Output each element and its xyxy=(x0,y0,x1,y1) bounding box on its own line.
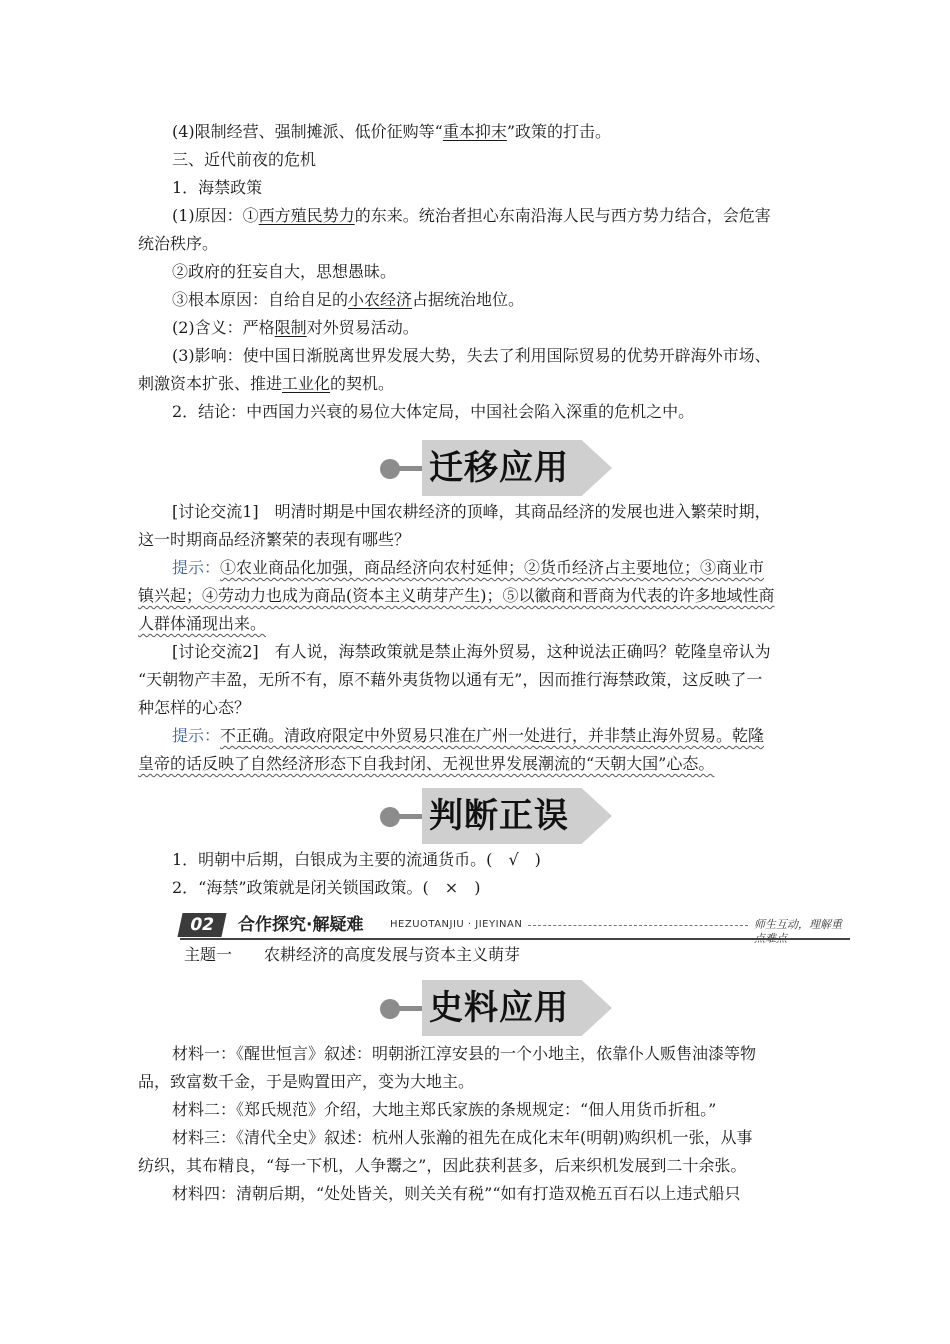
topic-heading: 主题一 农耕经济的高度发展与资本主义萌芽 xyxy=(184,945,521,964)
section-title: 合作探究·解疑难 xyxy=(238,915,364,935)
text-line xyxy=(172,121,611,143)
text-span: 刺激资本扩张、推进 xyxy=(138,374,283,393)
hint-text: 人群体涌现出来。 xyxy=(138,614,267,633)
discussion-question: 种怎样的心态？ xyxy=(138,698,251,717)
text-span: 的东来。统治者担心东南沿海人民与西方势力结合，会危害 xyxy=(354,206,771,225)
section-tagline: 师生互动，理解重点难点 xyxy=(754,918,842,945)
material-line: 纺织，其布精良，“每一下机，人争鬻之”，因此获利甚多，后来织机发展到二十余张。 xyxy=(138,1156,747,1175)
text-line xyxy=(172,205,771,227)
section-heading: 三、近代前夜的危机 xyxy=(172,150,317,169)
text-span: ”政策的打击。 xyxy=(506,122,612,141)
banner-bar xyxy=(394,466,424,471)
text-span: 对外贸易活动。 xyxy=(306,318,419,337)
material-line: 材料四：清朝后期，“处处皆关，则关关有税”“如有打造双桅五百石以上违式船只 xyxy=(172,1184,741,1203)
text-line xyxy=(172,289,524,311)
text-span: (2)含义：严格 xyxy=(172,318,275,337)
banner-title: 迁移应用 xyxy=(429,448,569,488)
hint-label: 提示： xyxy=(172,726,221,745)
answer-underline: 限制 xyxy=(274,318,307,337)
text-line: (3)影响：使中国日渐脱离世界发展大势，失去了利用国际贸易的优势开辟海外市场、 xyxy=(172,346,771,365)
hint-text: 不正确。清政府限定中外贸易只准在广州一处进行，并非禁止海外贸易。乾隆 xyxy=(220,726,765,745)
text-line xyxy=(172,317,419,339)
text-line xyxy=(138,373,394,395)
banner-shiliao xyxy=(380,980,610,1036)
judge-item xyxy=(172,849,541,871)
banner-qianyi xyxy=(380,440,610,496)
hint-line xyxy=(172,557,764,579)
section-rule xyxy=(180,938,850,940)
banner-title: 判断正误 xyxy=(429,796,569,836)
dashed-divider xyxy=(528,925,748,926)
discussion-question: “天朝物产丰盈，无所不有，原不藉外夷货物以通有无”，因而推行海禁政策，这反映了一 xyxy=(138,670,763,689)
answer-underline: 重本抑末 xyxy=(442,122,507,141)
text-span: ③根本原因：自给自足的 xyxy=(172,290,349,309)
text-line: ②政府的狂妄自大，思想愚昧。 xyxy=(172,262,397,281)
judge-text: ) xyxy=(518,850,541,869)
section-number-badge: 02 xyxy=(177,913,226,937)
hint-line xyxy=(138,753,714,775)
material-line: 品，致富数千金，于是购置田产，变为大地主。 xyxy=(138,1072,475,1091)
hint-line xyxy=(138,613,266,635)
text-span: (1)原因：① xyxy=(172,206,259,225)
material-line: 材料一：《醒世恒言》叙述：明朝浙江淳安县的一个小地主，依靠仆人贩售油漆等物 xyxy=(172,1044,757,1063)
banner-bar xyxy=(394,814,424,819)
material-line: 材料二：《郑氏规范》介绍，大地主郑氏家族的条规规定：“佃人用货币折租。” xyxy=(172,1100,717,1119)
section-header-bar xyxy=(180,913,850,945)
section-pinyin: HEZUOTANJIU · JIEYINAN xyxy=(390,919,523,930)
discussion-question: [讨论交流2] 有人说，海禁政策就是禁止海外贸易，这种说法正确吗？乾隆皇帝认为 xyxy=(172,642,771,661)
text-line: 2．结论：中西国力兴衰的易位大体定局，中国社会陷入深重的危机之中。 xyxy=(172,402,695,421)
judge-text: 1．明朝中后期，白银成为主要的流通货币。( xyxy=(172,850,509,869)
judge-text: 2．“海禁”政策就是闭关锁国政策。( xyxy=(172,878,445,897)
text-line: 统治秩序。 xyxy=(138,234,219,253)
answer-underline: 小农经济 xyxy=(348,290,413,309)
discussion-question: [讨论交流1] 明清时期是中国农耕经济的顶峰，其商品经济的发展也进入繁荣时期， xyxy=(172,502,771,521)
check-mark-icon: √ xyxy=(508,850,519,869)
text-span: 的契机。 xyxy=(330,374,395,393)
hint-label: 提示： xyxy=(172,558,221,577)
hint-text: 皇帝的话反映了自然经济形态下自我封闭、无视世界发展潮流的“天朝大国”心态。 xyxy=(138,754,715,773)
banner-bar xyxy=(394,1006,424,1011)
subheading: 1．海禁政策 xyxy=(172,178,263,197)
text-span: 占据统治地位。 xyxy=(412,290,525,309)
banner-title: 史料应用 xyxy=(429,988,569,1028)
answer-underline: 西方殖民势力 xyxy=(258,206,355,225)
judge-text: ) xyxy=(458,878,481,897)
hint-line xyxy=(172,725,764,747)
banner-panduan xyxy=(380,788,610,844)
hint-text: ①农业商品化加强，商品经济向农村延伸；②货币经济占主要地位；③商业市 xyxy=(220,558,765,577)
hint-line xyxy=(138,585,775,607)
material-line: 材料三：《清代全史》叙述：杭州人张瀚的祖先在成化末年(明朝)购织机一张，从事 xyxy=(172,1128,753,1147)
discussion-question: 这一时期商品经济繁荣的表现有哪些？ xyxy=(138,530,411,549)
judge-item xyxy=(172,877,480,899)
hint-text: 镇兴起；④劳动力也成为商品(资本主义萌芽产生)；⑤以徽商和晋商为代表的许多地域性商 xyxy=(138,586,775,605)
text-span: (4)限制经营、强制摊派、低价征购等“ xyxy=(172,122,443,141)
cross-mark-icon: × xyxy=(444,878,459,897)
answer-underline: 工业化 xyxy=(282,374,331,393)
